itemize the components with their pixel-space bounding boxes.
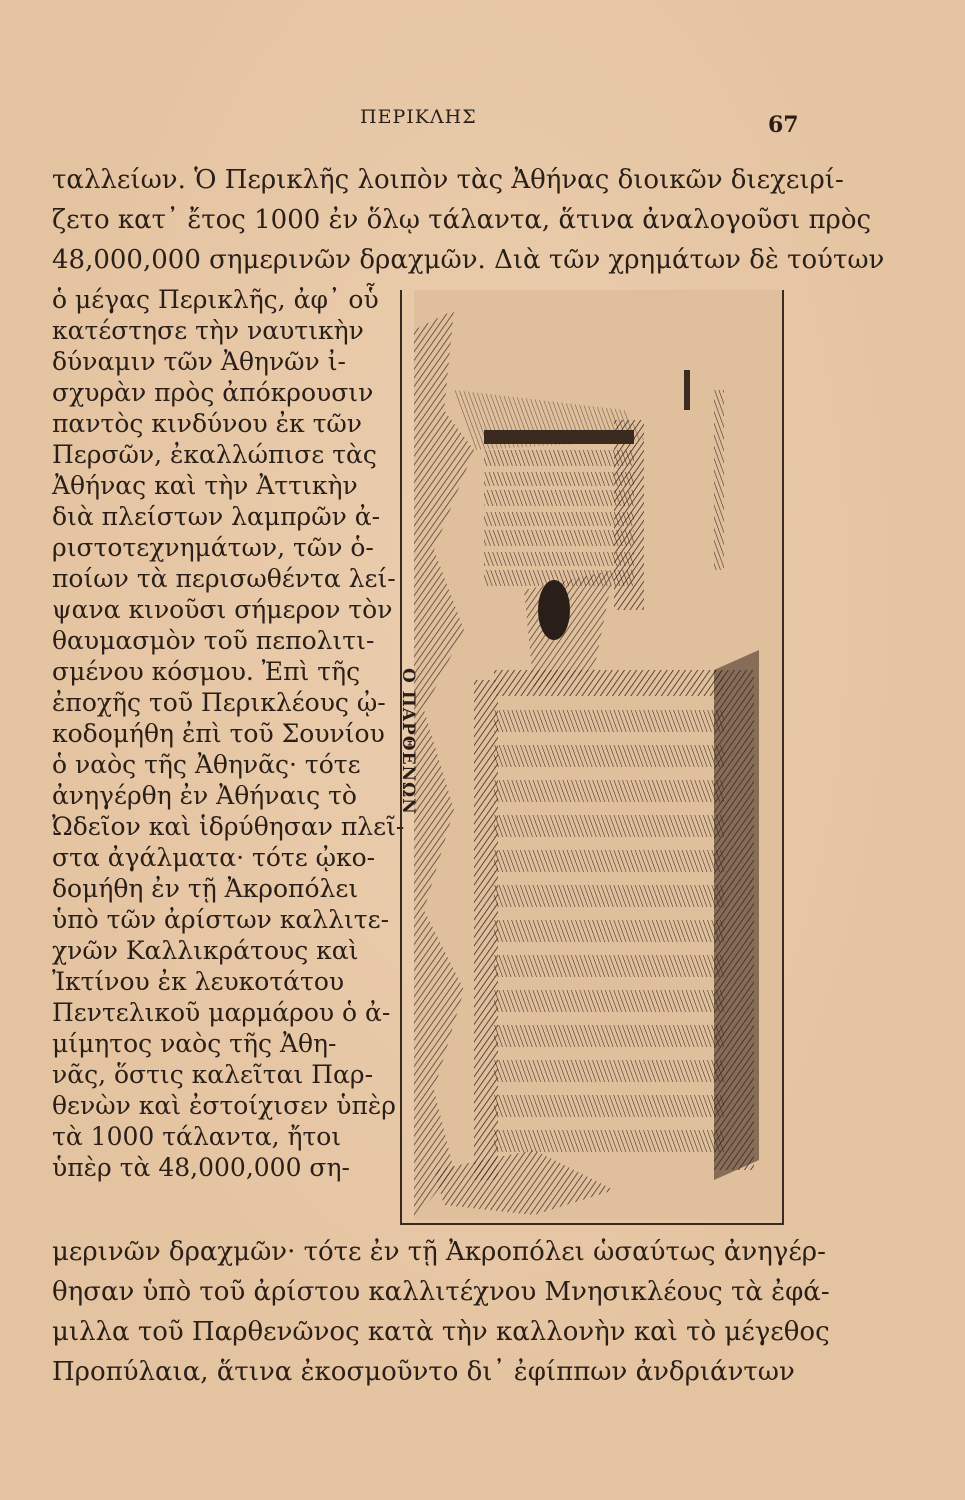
column-line: παντὸς κινδύνου ἐκ τῶν xyxy=(52,409,363,438)
column-line: διὰ πλείστων λαμπρῶν ἀ- xyxy=(52,502,381,531)
column-line: ὑπὲρ τὰ 48,000,000 ση- xyxy=(52,1153,350,1182)
column-line: Ὠδεῖον καὶ ἱδρύθησαν πλεῖ- xyxy=(52,812,405,841)
column-line: ριστοτεχνημάτων, τῶν ὁ- xyxy=(52,533,374,562)
text-line: Προπύλαια, ἅτινα ἐκοσμοῦντο δι᾽ ἐφίππων ἀνδριάντων xyxy=(52,1357,795,1387)
column-line: ἐποχῆς τοῦ Περικλέους ᾠ- xyxy=(52,688,386,717)
page-number: 67 xyxy=(768,112,799,138)
figure-caption-text: Ο ΠΑΡΘΕΝΩΝ xyxy=(398,668,418,815)
column-line: σχυρὰν πρὸς ἀπόκρουσιν xyxy=(52,378,374,407)
column-line: ὑπὸ τῶν ἀρίστων καλλιτε- xyxy=(52,905,390,934)
text-line: μιλλα τοῦ Παρθενῶνος κατὰ τὴν καλλονὴν καὶ τὸ μέγεθος xyxy=(52,1317,830,1347)
column-line: σμένου κόσμου. Ἐπὶ τῆς xyxy=(52,657,361,686)
column-line: Ἰκτίνου ἐκ λευκοτάτου xyxy=(52,967,345,996)
column-line: Περσῶν, ἐκαλλώπισε τὰς xyxy=(52,440,377,469)
column-line: χνῶν Καλλικράτους καὶ xyxy=(52,936,359,965)
text-line: ζετο κατ᾽ ἔτος 1000 ἐν ὅλῳ τάλαντα, ἅτινα ἀναλογοῦσι πρὸς xyxy=(52,205,872,235)
column-line: μίμητος ναὸς τῆς Ἀθη- xyxy=(52,1029,337,1058)
text-line: θησαν ὑπὸ τοῦ ἀρίστου καλλιτέχνου Μνησικλέους τὰ ἐφά- xyxy=(52,1277,830,1307)
column-line: τὰ 1000 τάλαντα, ἤτοι xyxy=(52,1122,342,1151)
text-line: ταλλείων. Ὁ Περικλῆς λοιπὸν τὰς Ἀθήνας διοικῶν διεχειρί- xyxy=(52,165,844,195)
column-line: κατέστησε τὴν ναυτικὴν xyxy=(52,316,364,345)
running-title: ΠΕΡΙΚΛΗΣ xyxy=(360,106,477,128)
column-line: Πεντελικοῦ μαρμάρου ὁ ἀ- xyxy=(52,998,391,1027)
column-line: νᾶς, ὅστις καλεῖται Παρ- xyxy=(52,1060,374,1089)
column-line: ὁ μέγας Περικλῆς, ἀφ᾽ οὗ xyxy=(52,285,379,314)
text-line: 48,000,000 σημερινῶν δραχμῶν. Διὰ τῶν χρημάτων δὲ τούτων xyxy=(52,245,885,275)
column-line: θενὼν καὶ ἐστοίχισεν ὑπὲρ xyxy=(52,1091,397,1120)
column-line: Ἀθήνας καὶ τὴν Ἀττικὴν xyxy=(52,471,358,500)
text-line: μερινῶν δραχμῶν· τότε ἐν τῇ Ἀκροπόλει ὡσαύτως ἀνηγέρ- xyxy=(52,1237,826,1267)
column-line: ψανα κινοῦσι σήμερον τὸν xyxy=(52,595,393,624)
column-line: κοδομήθη ἐπὶ τοῦ Σουνίου xyxy=(52,719,385,748)
parthenon-engraving xyxy=(414,290,782,1220)
column-line: θαυμασμὸν τοῦ πεπολιτι- xyxy=(52,626,375,655)
column-line: ὁ ναὸς τῆς Ἀθηνᾶς· τότε xyxy=(52,750,361,779)
column-line: δύναμιν τῶν Ἀθηνῶν ἰ- xyxy=(52,347,346,376)
figure-caption xyxy=(396,668,422,828)
column-line: ποίων τὰ περισωθέντα λεί- xyxy=(52,564,396,593)
column-line: δομήθη ἐν τῇ Ἀκροπόλει xyxy=(52,874,359,903)
column-line: στα ἀγάλματα· τότε ᾠκο- xyxy=(52,843,376,872)
column-line: ἀνηγέρθη ἐν Ἀθήναις τὸ xyxy=(52,781,357,810)
